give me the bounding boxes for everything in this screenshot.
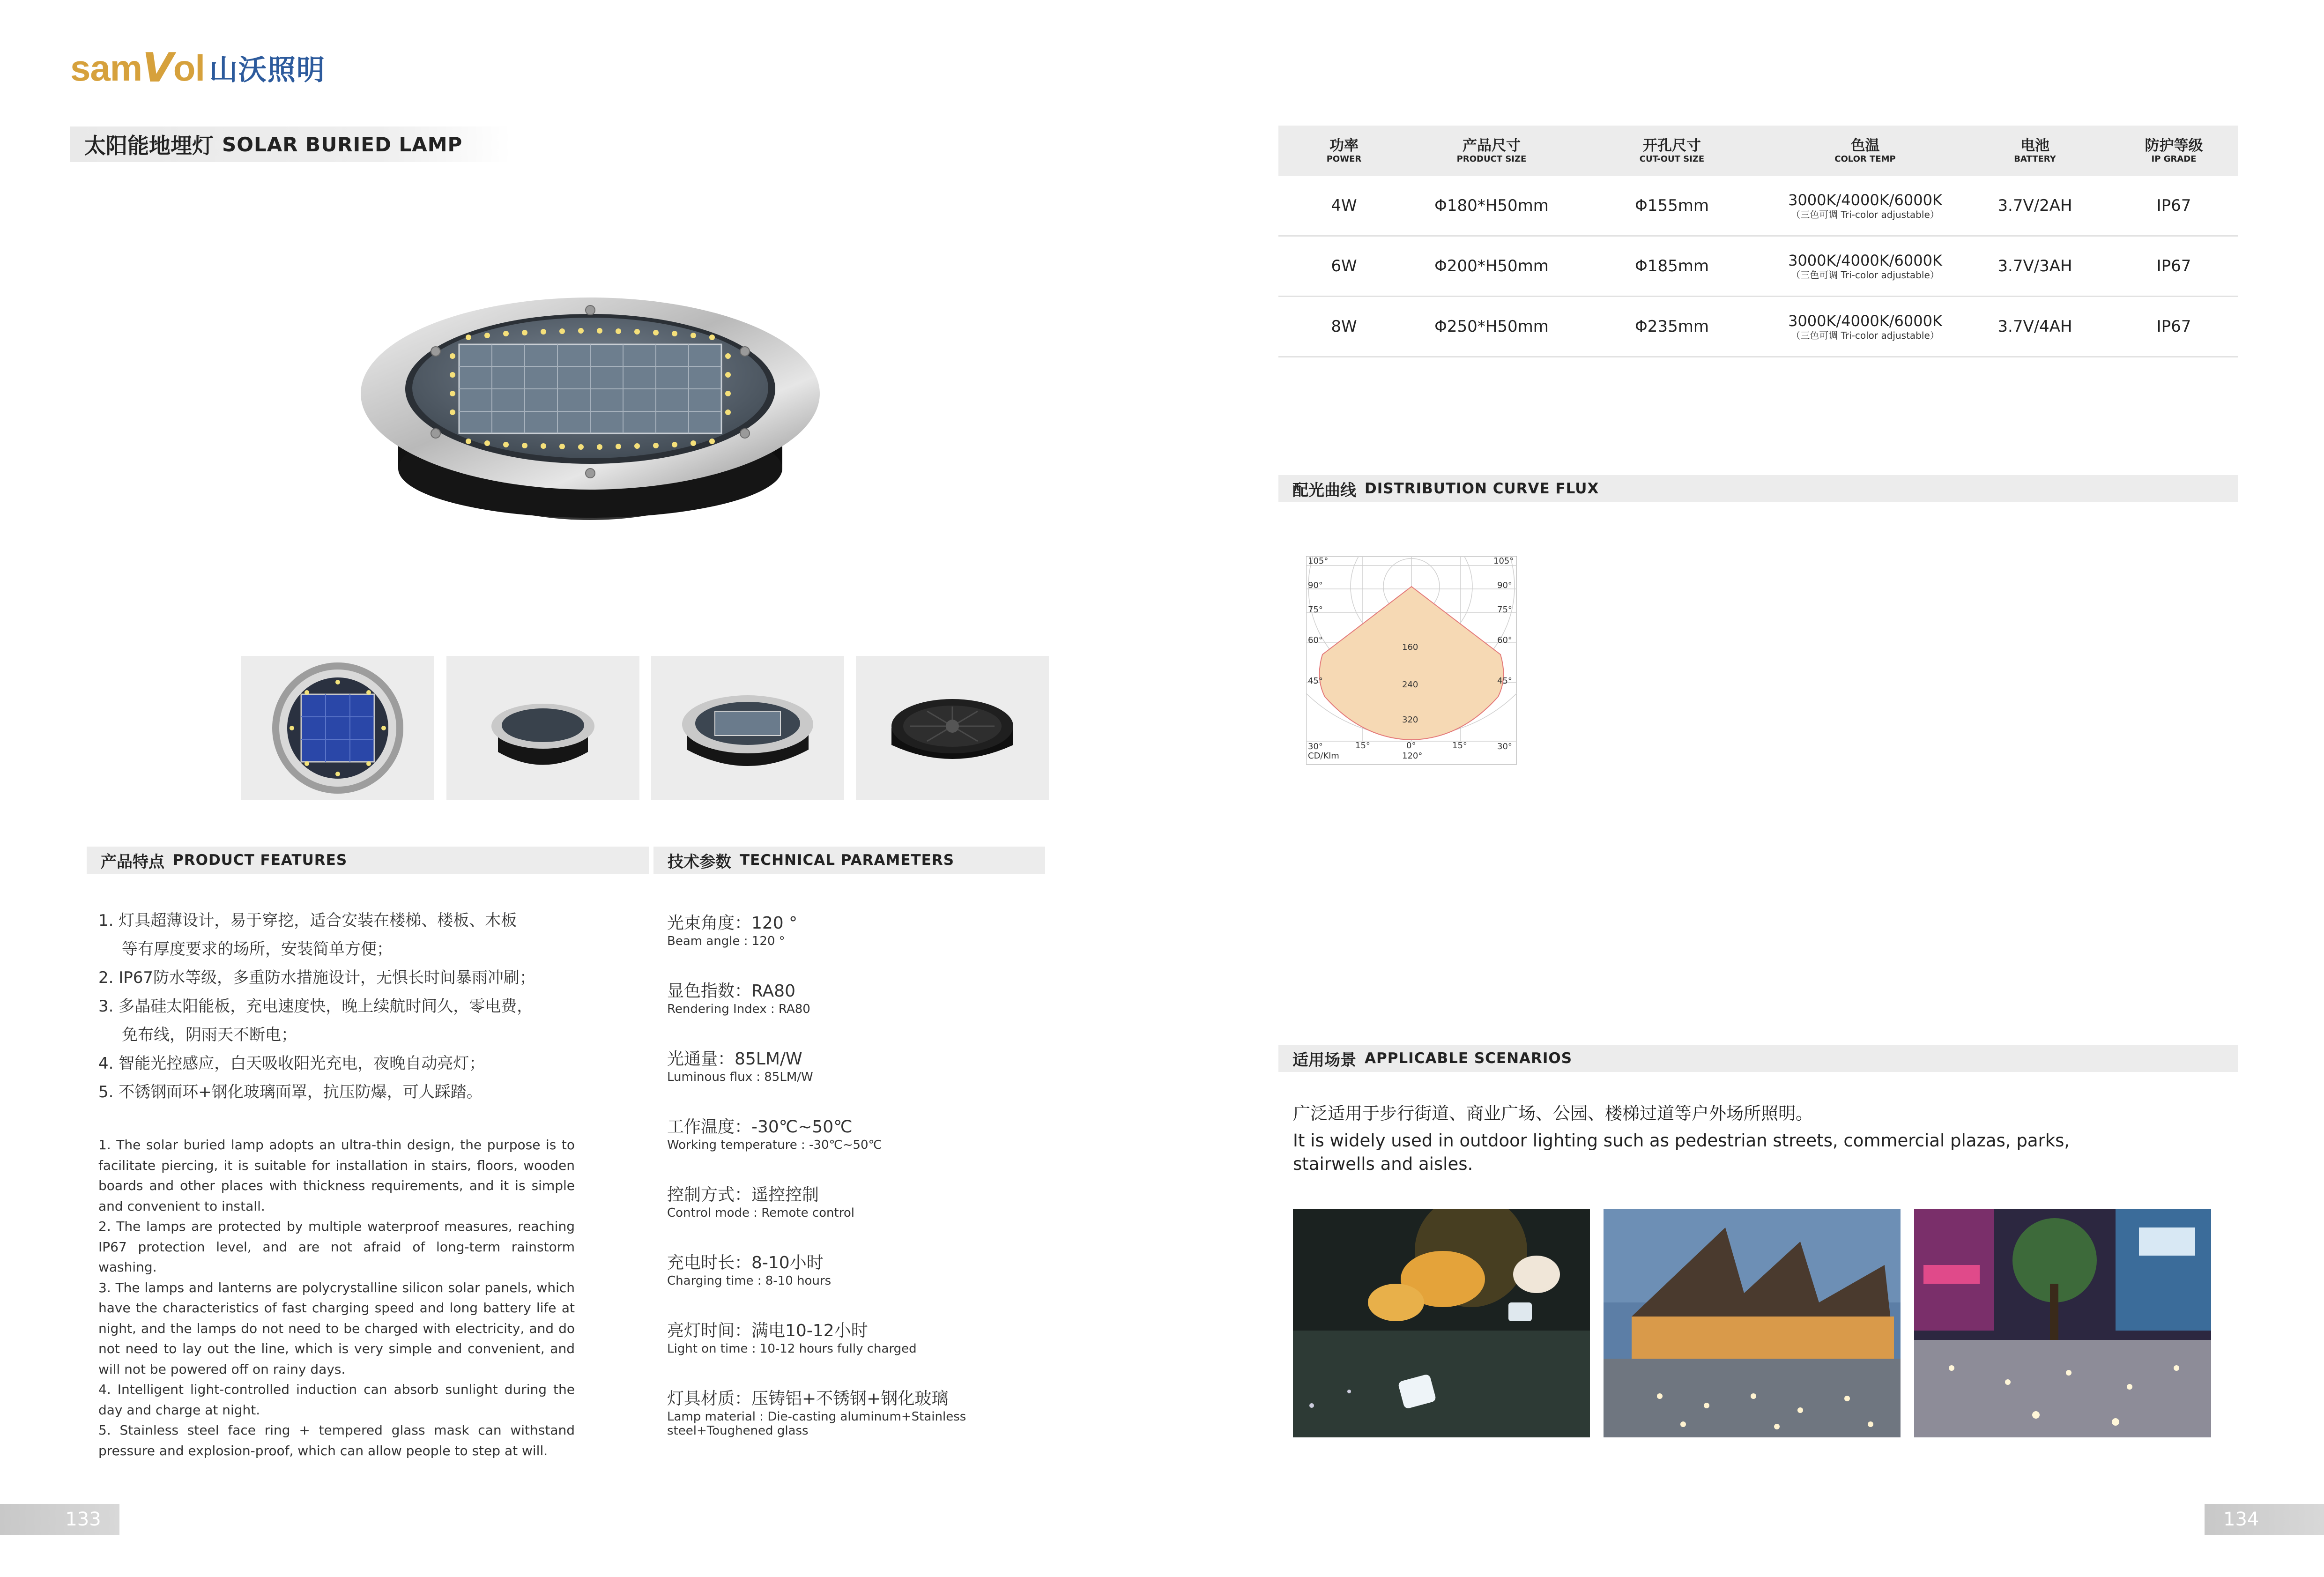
- scenario-photo-commercial-building: [1604, 1209, 1901, 1437]
- cell-cutout: Φ155mm: [1635, 196, 1709, 215]
- feature-cn-line: 3. 多晶硅太阳能板，充电速度快，晚上续航时间久，零电费，: [98, 997, 533, 1016]
- unit-label: CD/Klm: [1308, 751, 1339, 761]
- spec-table-header: [1278, 126, 2238, 176]
- feature-en-item: 4. Intelligent light-controlled induction can absorb sunlight during the day and charge at night.: [98, 1382, 575, 1418]
- header-color-temp: 色温 COLOR TEMP: [1834, 137, 1896, 164]
- table-row: [1278, 237, 2238, 297]
- cell-ip: IP67: [2156, 317, 2191, 336]
- distribution-curve-chart: [1306, 556, 1517, 765]
- scenario-photo-shopping-street: [1914, 1209, 2211, 1437]
- scenarios-header: [1278, 1045, 2238, 1072]
- scenarios-text-cn: 广泛适用于步行街道、商业广场、公园、楼梯过道等户外场所照明。: [1293, 1103, 1813, 1123]
- header-product-size: 产品尺寸 PRODUCT SIZE: [1456, 137, 1527, 164]
- tech-header: [653, 847, 1045, 874]
- features-header-en: PRODUCT FEATURES: [173, 852, 348, 869]
- angle-label: 45°: [1308, 676, 1323, 686]
- feature-en-item: 5. Stainless steel face ring + tempered glass mask can withstand pressure and explosion-proof, which can allow people to step at will.: [98, 1422, 575, 1458]
- angle-label: 60°: [1308, 635, 1323, 645]
- ring-label: 320: [1402, 715, 1418, 725]
- param-en: Luminous flux : 85LM/W: [667, 1070, 813, 1084]
- cell-battery: 3.7V/4AH: [1997, 317, 2072, 336]
- logo-text-en-tail: ol: [173, 47, 205, 89]
- param-cn: 光束角度：120 °: [667, 914, 798, 933]
- cell-power: 4W: [1331, 196, 1357, 215]
- param-en: Beam angle : 120 °: [667, 934, 785, 948]
- angle-label: 0°: [1406, 741, 1416, 751]
- cell-power: 8W: [1331, 317, 1357, 336]
- param-cn: 工作温度：-30℃~50℃: [667, 1117, 853, 1137]
- scenarios-header-en: APPLICABLE SCENARIOS: [1365, 1050, 1573, 1067]
- angle-label: 15°: [1355, 741, 1370, 751]
- angle-label: 105°: [1308, 556, 1329, 566]
- tech-header-en: TECHNICAL PARAMETERS: [740, 852, 955, 869]
- param-en: Lamp material : Die-casting aluminum+Stainless steel+Toughened glass: [667, 1410, 966, 1438]
- cell-ip: IP67: [2156, 257, 2191, 275]
- param-en: Light on time : 10-12 hours fully charged: [667, 1342, 917, 1356]
- feature-en-item: 3. The lamps and lanterns are polycrystalline silicon solar panels, which have the characteristics of fast charging speed and long battery life at night, and the lamps do not need to be charged with electricity, and do not need to lay out the line, which is very simple and convenient, and will not be powered off on rainy days.: [98, 1279, 575, 1377]
- product-title-bar: [70, 126, 511, 162]
- distribution-header: [1278, 475, 2238, 502]
- param-lamp-material: [667, 1388, 1014, 1438]
- scenario-photo-plaza-night: [1293, 1209, 1590, 1437]
- header-battery: 电池 BATTERY: [2014, 137, 2056, 164]
- param-en: Rendering Index : RA80: [667, 1002, 810, 1016]
- product-title-cn: 太阳能地埋灯: [84, 133, 214, 158]
- param-beam-angle: [667, 913, 1042, 948]
- table-row: [1278, 297, 2238, 357]
- cell-ip: IP67: [2156, 196, 2191, 215]
- angle-label: 75°: [1308, 605, 1323, 615]
- angle-label: 75°: [1497, 605, 1512, 615]
- angle-label: 30°: [1497, 742, 1512, 751]
- features-cn-list: [98, 907, 590, 1107]
- cell-cutout: Φ185mm: [1635, 257, 1709, 275]
- distribution-header-cn: 配光曲线: [1292, 481, 1356, 500]
- param-en: Control mode : Remote control: [667, 1206, 854, 1220]
- param-rendering-index: [667, 981, 1042, 1016]
- features-en-list: [98, 1135, 575, 1461]
- param-cn: 显色指数：RA80: [667, 982, 795, 1001]
- thumbnail-front-view: [651, 656, 844, 800]
- angle-label: 30°: [1308, 742, 1323, 751]
- angle-label: 45°: [1497, 676, 1512, 686]
- spec-table: [1278, 126, 2238, 357]
- header-ip-grade: 防护等级 IP GRADE: [2145, 137, 2203, 164]
- thumbnail-angle-view: [446, 656, 639, 800]
- cell-color-temp: 3000K/4000K/6000K （三色可调 Tri-color adjustable）: [1788, 191, 1942, 220]
- angle-label: 105°: [1493, 556, 1514, 566]
- cell-battery: 3.7V/3AH: [1997, 257, 2072, 275]
- thumbnail-top-view: [241, 656, 434, 800]
- table-row: [1278, 176, 2238, 237]
- feature-cn-line: 等有厚度要求的场所，安装简单方便；: [122, 940, 393, 959]
- feature-cn-line: 1. 灯具超薄设计，易于穿挖，适合安装在楼梯、楼板、木板: [98, 911, 517, 930]
- param-luminous-flux: [667, 1049, 1042, 1084]
- logo-v-mark: V: [137, 45, 178, 91]
- product-main-image: [347, 272, 834, 562]
- feature-cn-line: 4. 智能光控感应，白天吸收阳光充电，夜晚自动亮灯；: [98, 1054, 485, 1073]
- param-en: Working temperature : -30℃~50℃: [667, 1138, 882, 1152]
- ring-label: 240: [1402, 680, 1418, 690]
- page-number-right: 134: [2205, 1504, 2324, 1535]
- angle-label: 60°: [1497, 635, 1512, 645]
- angle-label: 90°: [1308, 580, 1323, 590]
- feature-cn-line: 5. 不锈钢面环+钢化玻璃面罩，抗压防爆，可人踩踏。: [98, 1083, 483, 1101]
- param-cn: 光通量：85LM/W: [667, 1049, 802, 1069]
- scenarios-header-cn: 适用场景: [1292, 1050, 1356, 1070]
- cell-color-temp: 3000K/4000K/6000K （三色可调 Tri-color adjustable）: [1788, 252, 1942, 281]
- page-number-left: 133: [0, 1504, 119, 1535]
- param-cn: 亮灯时间：满电10-12小时: [667, 1321, 868, 1340]
- brand-logo: [70, 47, 326, 89]
- thumbnail-bottom-view: [856, 656, 1049, 800]
- param-charging-time: [667, 1252, 1042, 1288]
- tech-header-cn: 技术参数: [668, 852, 731, 871]
- features-header: [87, 847, 649, 874]
- header-cutout-size: 开孔尺寸 CUT-OUT SIZE: [1639, 137, 1705, 164]
- ring-label: 160: [1402, 642, 1418, 652]
- feature-en-item: 1. The solar buried lamp adopts an ultra-thin design, the purpose is to facilitate piercing, it is suitable for installation in stairs, floors, wooden boards and other places with thickness requirements, and it is simple and convenient to install.: [98, 1137, 575, 1214]
- logo-text-cn: 山沃照明: [209, 54, 326, 87]
- feature-cn-line: 2. IP67防水等级，多重防水措施设计，无惧长时间暴雨冲刷；: [98, 968, 536, 987]
- header-power: 功率 POWER: [1326, 137, 1362, 164]
- param-working-temperature: [667, 1116, 1042, 1152]
- cell-cutout: Φ235mm: [1635, 317, 1709, 336]
- features-header-cn: 产品特点: [101, 852, 164, 871]
- cell-power: 6W: [1331, 257, 1357, 275]
- beam-angle-label: 120°: [1402, 751, 1423, 761]
- product-title-en: SOLAR BURIED LAMP: [222, 133, 463, 156]
- scenarios-text-en: It is widely used in outdoor lighting such as pedestrian streets, commercial plazas, parks, stairwells and aisles.: [1293, 1131, 2070, 1174]
- distribution-header-en: DISTRIBUTION CURVE FLUX: [1365, 480, 1599, 497]
- cell-color-temp: 3000K/4000K/6000K （三色可调 Tri-color adjustable）: [1788, 312, 1942, 341]
- logo-text-en: sam: [70, 47, 142, 89]
- cell-battery: 3.7V/2AH: [1997, 196, 2072, 215]
- feature-en-item: 2. The lamps are protected by multiple waterproof measures, reaching IP67 protection level, and are not afraid of long-term rainstorm washing.: [98, 1219, 575, 1275]
- cell-size: Φ200*H50mm: [1434, 257, 1549, 275]
- param-cn: 充电时长：8-10小时: [667, 1253, 824, 1272]
- param-light-on-time: [667, 1320, 1042, 1356]
- cell-size: Φ180*H50mm: [1434, 196, 1549, 215]
- param-cn: 灯具材质：压铸铝+不锈钢+钢化玻璃: [667, 1389, 949, 1408]
- cell-size: Φ250*H50mm: [1434, 317, 1549, 336]
- feature-cn-line: 免布线，阴雨天不断电；: [122, 1026, 297, 1044]
- param-cn: 控制方式：遥控控制: [667, 1185, 819, 1205]
- angle-label: 90°: [1497, 580, 1512, 590]
- param-control-mode: [667, 1184, 1042, 1220]
- angle-label: 15°: [1452, 741, 1467, 751]
- param-en: Charging time : 8-10 hours: [667, 1274, 832, 1288]
